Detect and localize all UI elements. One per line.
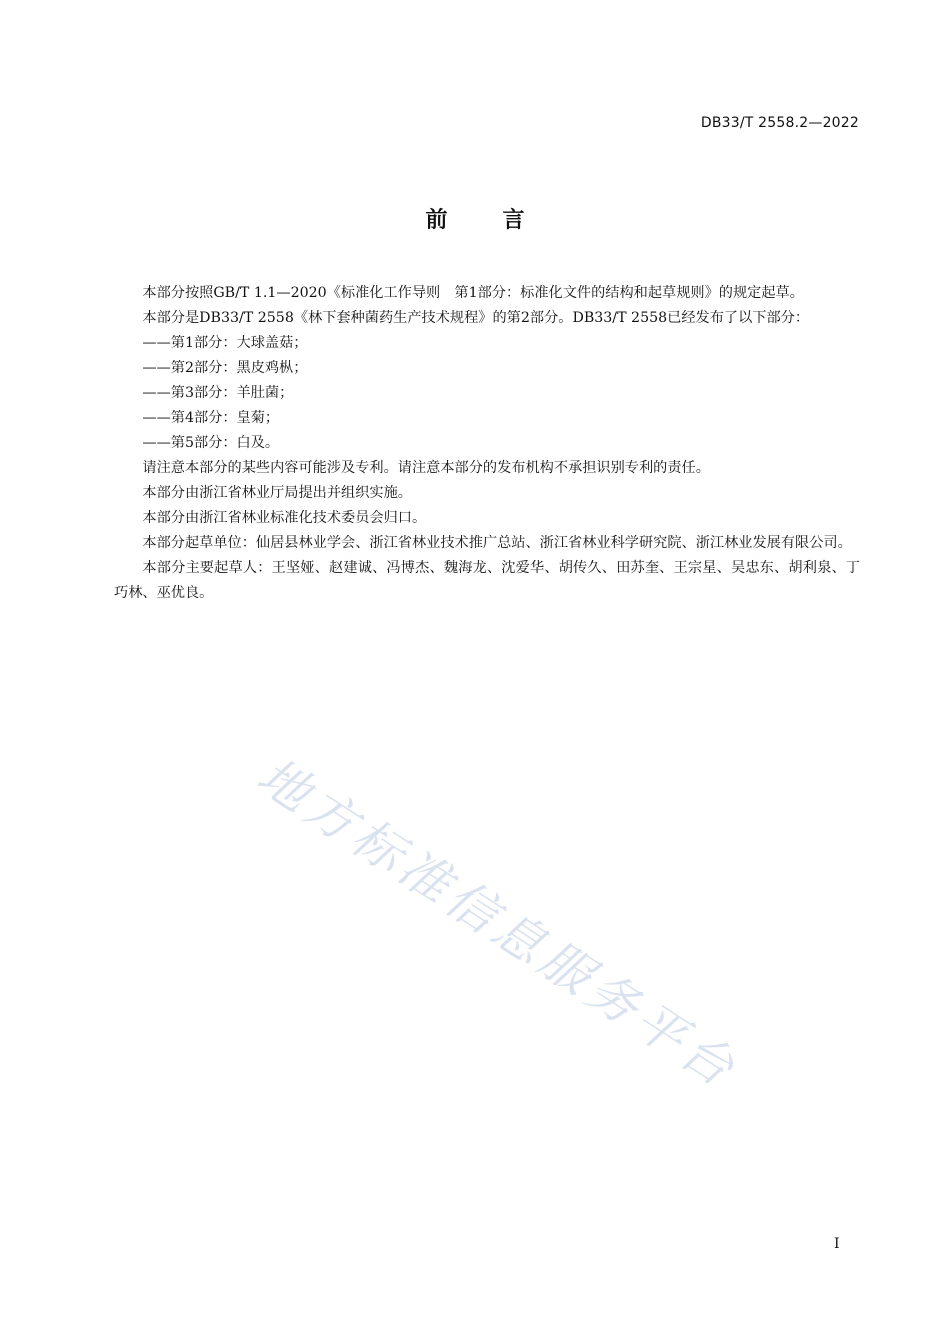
paragraph-drafters: 本部分主要起草人：王坚娅、赵建诚、冯博杰、魏海龙、沈爱华、胡传久、田苏奎、王宗星、吴忠东、胡利泉、丁巧林、巫优良。 xyxy=(114,560,860,601)
paragraph-patent-notice: 请注意本部分的某些内容可能涉及专利。请注意本部分的发布机构不承担识别专利的责任。 xyxy=(142,460,710,476)
list-item-part-5: ——第5部分：白及。 xyxy=(142,435,280,451)
title-char-1: 前 xyxy=(425,208,448,233)
foreword-body xyxy=(114,281,860,606)
page-title xyxy=(0,203,950,234)
list-item-part-4: ——第4部分：皇菊； xyxy=(142,410,280,426)
paragraph-series: 本部分是DB33/T 2558《林下套种菌药生产技术规程》的第2部分。DB33/T 2558已经发布了以下部分： xyxy=(142,310,810,326)
paragraph-committee: 本部分由浙江省林业标准化技术委员会归口。 xyxy=(142,510,427,526)
list-item-part-3: ——第3部分：羊肚菌； xyxy=(142,385,294,401)
list-item-part-1: ——第1部分：大球盖菇； xyxy=(142,335,308,351)
paragraph-proposer: 本部分由浙江省林业厅局提出并组织实施。 xyxy=(142,485,412,501)
paragraph-basis: 本部分按照GB/T 1.1—2020《标准化工作导则 第1部分：标准化文件的结构和起草规则》的规定起草。 xyxy=(142,285,804,301)
title-char-2: 言 xyxy=(502,208,525,233)
list-item-part-2: ——第2部分：黑皮鸡枞； xyxy=(142,360,308,376)
page-number: I xyxy=(834,1236,840,1252)
paragraph-drafting-units: 本部分起草单位：仙居县林业学会、浙江省林业技术推广总站、浙江省林业科学研究院、浙江林业发展有限公司。 xyxy=(142,535,852,551)
document-code: DB33/T 2558.2—2022 xyxy=(700,115,859,131)
watermark: 地方标准信息服务平台 xyxy=(247,746,749,1101)
